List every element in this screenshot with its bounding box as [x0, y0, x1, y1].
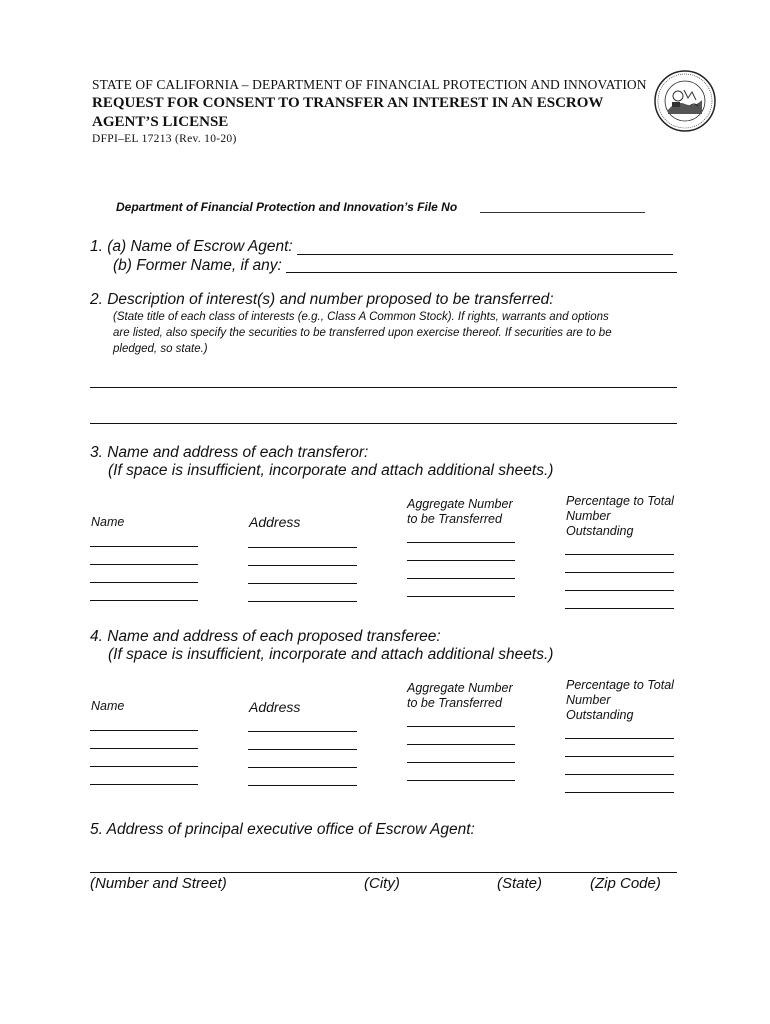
zip-code-label: (Zip Code): [590, 875, 661, 892]
header-line: Number: [566, 509, 611, 523]
note-line: are listed, also specify the securities to be transferred upon exercise thereof. If securities are to be: [113, 327, 612, 339]
escrow-agent-name-field[interactable]: [297, 254, 673, 255]
header-line: Percentage to Total: [566, 494, 674, 508]
transferor-name-field[interactable]: [90, 600, 198, 601]
note-line: pledged, so state.): [113, 343, 208, 355]
transferee-percentage-field[interactable]: [565, 738, 674, 739]
transferor-percentage-field[interactable]: [565, 608, 674, 609]
header-line: Aggregate Number: [407, 681, 513, 695]
interest-description-label: 2. Description of interest(s) and number proposed to be transferred:: [90, 291, 554, 308]
state-label: (State): [497, 875, 543, 892]
transferor-aggregate-header: [407, 497, 513, 527]
header-line: Outstanding: [566, 708, 634, 722]
transferor-aggregate-field[interactable]: [407, 560, 515, 561]
note-line: (State title of each class of interests (e.g., Class A Common Stock). If rights, warrants and options: [113, 311, 609, 323]
transferor-percentage-header: [566, 494, 674, 539]
transferor-address-field[interactable]: [248, 583, 357, 584]
transferee-address-header: Address: [249, 699, 301, 715]
form-title-line-1: REQUEST FOR CONSENT TO TRANSFER AN INTEREST IN AN ESCROW: [92, 95, 604, 111]
transferor-name-field[interactable]: [90, 564, 198, 565]
interest-description-note: [113, 309, 612, 357]
transferee-address-field[interactable]: [248, 731, 357, 732]
transferee-name-field[interactable]: [90, 784, 198, 785]
transferee-address-field[interactable]: [248, 785, 357, 786]
former-name-field[interactable]: [286, 272, 677, 273]
header-line: Aggregate Number: [407, 497, 513, 511]
transferor-aggregate-field[interactable]: [407, 596, 515, 597]
principal-office-address-field[interactable]: [90, 872, 677, 873]
file-number-label: Department of Financial Protection and Innovation’s File No: [116, 200, 458, 214]
transferor-aggregate-field[interactable]: [407, 542, 515, 543]
principal-office-label: 5. Address of principal executive office of Escrow Agent:: [90, 821, 475, 838]
agency-name: STATE OF CALIFORNIA – DEPARTMENT OF FINANCIAL PROTECTION AND INNOVATION: [92, 77, 647, 92]
transferor-percentage-field[interactable]: [565, 572, 674, 573]
transferor-address-field[interactable]: [248, 601, 357, 602]
transferee-aggregate-field[interactable]: [407, 780, 515, 781]
header-line: Outstanding: [566, 524, 634, 538]
transferee-aggregate-field[interactable]: [407, 762, 515, 763]
state-seal-icon: [654, 70, 716, 132]
escrow-agent-name-label: 1. (a) Name of Escrow Agent:: [90, 238, 293, 255]
street-label: (Number and Street): [90, 875, 227, 892]
transferee-section-label: 4. Name and address of each proposed transferee:: [90, 628, 441, 645]
transferor-address-header: Address: [249, 514, 301, 530]
transferor-address-field[interactable]: [248, 565, 357, 566]
form-number: DFPI–EL 17213 (Rev. 10-20): [92, 133, 237, 145]
form-title-line-2: AGENT’S LICENSE: [92, 114, 229, 130]
transferor-name-field[interactable]: [90, 546, 198, 547]
transferee-aggregate-field[interactable]: [407, 726, 515, 727]
transferee-name-field[interactable]: [90, 766, 198, 767]
interest-description-field-1[interactable]: [90, 387, 677, 388]
transferee-percentage-field[interactable]: [565, 756, 674, 757]
city-label: (City): [364, 875, 400, 892]
header-line: Number: [566, 693, 611, 707]
transferor-name-field[interactable]: [90, 582, 198, 583]
transferee-percentage-field[interactable]: [565, 792, 674, 793]
form-title: [92, 94, 603, 132]
transferee-percentage-header: [566, 678, 674, 723]
header-line: Percentage to Total: [566, 678, 674, 692]
header-line: to be Transferred: [407, 696, 502, 710]
transferee-name-header: Name: [91, 699, 125, 713]
transferor-percentage-field[interactable]: [565, 554, 674, 555]
transferee-address-field[interactable]: [248, 767, 357, 768]
transferor-name-header: Name: [91, 515, 125, 529]
transferor-section-note: (If space is insufficient, incorporate and attach additional sheets.): [108, 462, 554, 479]
interest-description-field-2[interactable]: [90, 423, 677, 424]
transferor-percentage-field[interactable]: [565, 590, 674, 591]
transferee-aggregate-field[interactable]: [407, 744, 515, 745]
transferee-name-field[interactable]: [90, 748, 198, 749]
header-line: to be Transferred: [407, 512, 502, 526]
transferee-address-field[interactable]: [248, 749, 357, 750]
transferor-section-label: 3. Name and address of each transferor:: [90, 444, 369, 461]
transferor-aggregate-field[interactable]: [407, 578, 515, 579]
file-number-field[interactable]: [480, 212, 645, 213]
transferor-address-field[interactable]: [248, 547, 357, 548]
transferee-name-field[interactable]: [90, 730, 198, 731]
transferee-section-note: (If space is insufficient, incorporate and attach additional sheets.): [108, 646, 554, 663]
former-name-label: (b) Former Name, if any:: [113, 257, 282, 274]
transferee-aggregate-header: [407, 681, 513, 711]
transferee-percentage-field[interactable]: [565, 774, 674, 775]
